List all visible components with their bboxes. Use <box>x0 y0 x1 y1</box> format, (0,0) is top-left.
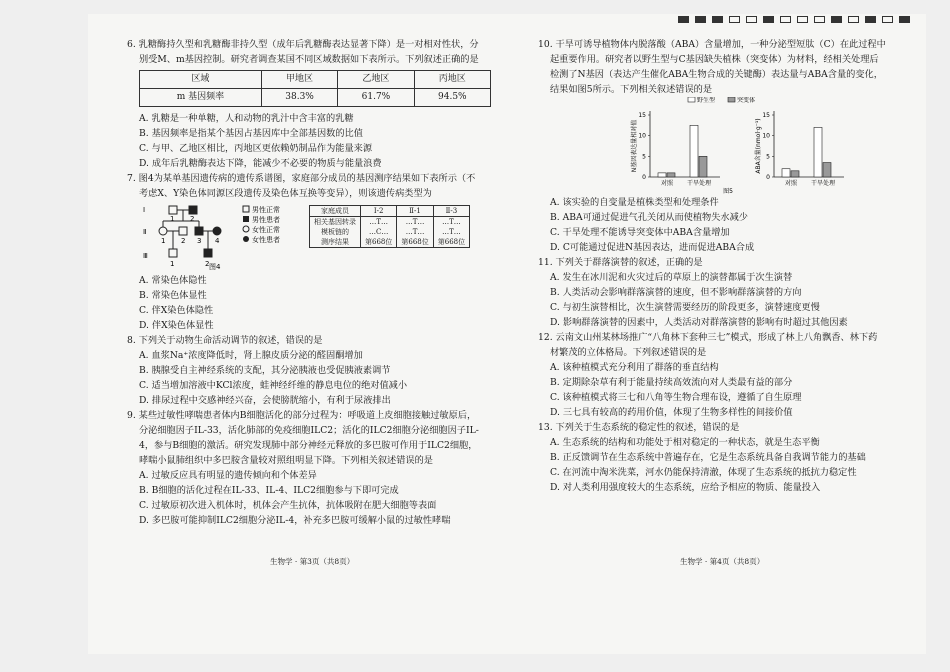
member-number: 2 <box>181 237 186 245</box>
figure-caption: 图5 <box>723 188 733 195</box>
q10-stem: 10. 干旱可诱导植物体内脱落酸（ABA）含量增加，一种分泌型短肽（C）在此过程中 <box>538 39 886 50</box>
y-tick-label: 10 <box>762 132 770 140</box>
member-number: 1 <box>170 260 175 268</box>
left-column <box>127 37 505 528</box>
table-cell: 61.7% <box>338 89 414 107</box>
q10-option-c: C. 干旱处理不能诱导突变体中ABA含量增加 <box>550 227 730 238</box>
q11-option-a: A. 发生在冰川泥和火灾过后的草原上的演替都属于次生演替 <box>550 272 793 283</box>
figure-caption: 图4 <box>209 263 221 271</box>
table-cell <box>433 217 469 248</box>
q8-option-d: D. 排尿过程中交感神经兴奋，会使膀胱缩小，有利于尿液排出 <box>139 395 391 406</box>
legend-label: 野生型 <box>697 97 716 104</box>
member-number: 3 <box>197 237 202 245</box>
q7-option-c: C. 伴X染色体隐性 <box>139 305 214 316</box>
q7-stem: 考虑X、Y染色体同源区段遗传及染色体互换等变异），则该遗传病类型为 <box>139 188 432 199</box>
legend-label: 女性患者 <box>252 236 280 244</box>
figure-5 <box>538 97 916 195</box>
q12-option-a: A. 该种植模式充分利用了群落的垂直结构 <box>550 362 719 373</box>
legend-swatch <box>688 97 695 102</box>
q13-option-d: D. 对人类利用强度较大的生态系统，应给予相应的物质、能量投入 <box>550 482 821 493</box>
x-tick-label: 对照 <box>660 180 674 187</box>
table-header: 家庭成员 <box>310 206 361 217</box>
registration-marks <box>678 16 910 23</box>
bar <box>823 163 831 177</box>
pedigree-diagram <box>139 203 309 271</box>
q12-stem: 材繁茂的立体格局。下列叙述错误的是 <box>550 347 707 358</box>
figure-5-charts <box>538 97 916 195</box>
x-tick-label: 干旱处理 <box>686 180 712 187</box>
table-cell: 38.3% <box>261 89 337 107</box>
table-cell <box>310 217 361 248</box>
table-header: 甲地区 <box>261 71 337 89</box>
member-number: 4 <box>215 237 220 245</box>
seq-pos: 第668位 <box>437 238 466 246</box>
table-cell <box>397 217 433 248</box>
seq: …T… <box>405 218 425 226</box>
q10-option-a: A. 该实验的自变量是植株类型和处理条件 <box>550 197 719 208</box>
table-header: 丙地区 <box>414 71 490 89</box>
q8-option-a: A. 血浆Na⁺浓度降低时，肾上腺皮质分泌的醛固酮增加 <box>139 350 363 361</box>
q13-option-b: B. 正反馈调节在生态系统中普遍存在，它是生态系统具备自我调节能力的基础 <box>550 452 866 463</box>
generation-label: Ⅱ <box>143 228 147 236</box>
q9-option-c: C. 过敏原初次进入机体时，机体会产生抗体，抗体吸附在肥大细胞等表面 <box>139 500 437 511</box>
q6-option-a: A. 乳糖是一种单糖，人和动物的乳汁中含丰富的乳糖 <box>139 113 354 124</box>
q7-sequencing-table <box>309 205 470 248</box>
bar <box>782 169 790 177</box>
legend-label: 男性患者 <box>252 216 280 224</box>
y-tick-label: 15 <box>762 112 770 119</box>
table-cell <box>361 217 397 248</box>
q12-option-d: D. 三七具有较高的药用价值，体现了生物多样性的间接价值 <box>550 407 793 418</box>
row-label: 相关基因转录 <box>314 218 356 226</box>
seq-pos: 第668位 <box>365 238 393 246</box>
seq: …T… <box>442 218 461 226</box>
seq: …C… <box>369 228 389 236</box>
q9-stem: 9. 某些过敏性哮喘患者体内B细胞活化的部分过程为：呼吸道上皮细胞接触过敏原后， <box>127 410 477 421</box>
q7-option-d: D. 伴X染色体显性 <box>139 320 214 331</box>
bar <box>658 173 666 177</box>
table-header: 区域 <box>140 71 262 89</box>
q7-option-b: B. 常染色体显性 <box>139 290 207 301</box>
y-tick-label: 5 <box>766 153 770 161</box>
q10-stem: 起重要作用。研究者以野生型与C基因缺失植株（突变体）为材料，经相关处理后 <box>550 54 879 65</box>
table-header: Ⅱ-3 <box>433 206 469 217</box>
figure-4 <box>127 203 505 271</box>
generation-label: Ⅲ <box>143 252 148 260</box>
q12-option-b: B. 定期除杂草有利于能量持续高效流向对人类最有益的部分 <box>550 377 793 388</box>
table-header: Ⅱ-1 <box>397 206 433 217</box>
y-tick-label: 0 <box>642 174 646 181</box>
table-header: Ⅰ-2 <box>361 206 397 217</box>
q6-stem: 6. 乳糖酶持久型和乳糖酶非持久型（成年后乳糖酶表达显著下降）是一对相对性状，分 <box>127 39 479 50</box>
q10-option-d: D. C可能通过促进N基因表达，进而促进ABA合成 <box>550 242 755 253</box>
q6-stem: 别受M、m基因控制。研究者调查某国不同区域数据如下表所示。下列叙述正确的是 <box>139 54 479 65</box>
q11-option-c: C. 与初生演替相比，次生演替需要经历的阶段更多，演替速度更慢 <box>550 302 820 313</box>
bar <box>699 156 707 177</box>
q12-stem: 12. 云南文山州某林场推广“八角林下套种三七”模式，形成了林上八角飘香、林下药 <box>538 332 878 343</box>
q10-option-b: B. ABA可通过促进气孔关闭从而使植物失水减少 <box>550 212 748 223</box>
row-label: 模板链的 <box>321 228 349 236</box>
q10-stem: 检测了N基因（表达产生催化ABA生物合成的关键酶）表达量与ABA含量的变化， <box>550 69 883 80</box>
q8-stem: 8. 下列关于动物生命活动调节的叙述，错误的是 <box>127 335 323 346</box>
seq: …T… <box>369 218 389 226</box>
q6-option-d: D. 成年后乳糖酶表达下降，能减少不必要的物质与能量浪费 <box>139 158 382 169</box>
q13-stem: 13. 下列关于生态系统的稳定性的叙述，错误的是 <box>538 422 740 433</box>
y-axis-label: ABA含量(nmol·g⁻¹) <box>755 118 762 174</box>
q10-stem: 结果如图5所示。下列相关叙述错误的是 <box>550 84 713 95</box>
page-footer-right: 生物学 · 第4页（共8页） <box>680 557 765 566</box>
q7-option-a: A. 常染色体隐性 <box>139 275 207 286</box>
q7-stem: 7. 图4为某单基因遗传病的遗传系谱图，家庭部分成员的基因测序结果如下表所示（不 <box>127 173 476 184</box>
legend-label: 女性正常 <box>252 226 280 234</box>
q8-option-c: C. 适当增加溶液中KCl浓度，蛙神经纤维的静息电位的绝对值减小 <box>139 380 408 391</box>
bar <box>791 171 799 177</box>
q12-option-c: C. 该种植模式将三七和八角等生物合理布设，遵循了自生原理 <box>550 392 802 403</box>
q9-stem: 4，参与B细胞的激活。研究发现肺中部分神经元释放的多巴胺可作用于ILC2细胞， <box>139 440 478 451</box>
y-tick-label: 5 <box>642 153 646 161</box>
y-tick-label: 15 <box>638 112 646 119</box>
legend-label: 男性正常 <box>252 206 280 214</box>
y-tick-label: 10 <box>638 132 646 140</box>
q9-stem: 分泌细胞因子IL-33，活化肺部的免疫细胞ILC2；活化的ILC2细胞分泌细胞因子IL- <box>139 425 479 436</box>
table-header: 乙地区 <box>338 71 414 89</box>
legend-swatch <box>728 97 735 102</box>
generation-label: Ⅰ <box>143 206 146 214</box>
q6-option-c: C. 与甲、乙地区相比，丙地区更依赖奶制品作为能量来源 <box>139 143 373 154</box>
member-number: 2 <box>190 215 195 223</box>
q9-option-a: A. 过敏反应具有明显的遗传倾向和个体差异 <box>139 470 317 481</box>
right-column <box>538 37 916 495</box>
member-number: 1 <box>170 215 175 223</box>
table-cell: 94.5% <box>414 89 490 107</box>
seq-pos: 第668位 <box>401 238 429 246</box>
seq: …T… <box>442 228 461 236</box>
member-number: 1 <box>161 237 166 245</box>
x-tick-label: 干旱处理 <box>810 180 836 187</box>
q9-option-b: B. B细胞的活化过程在IL-33、IL-4、ILC2细胞参与下即可完成 <box>139 485 399 496</box>
q11-option-d: D. 影响群落演替的因素中，人类活动对群落演替的影响有时超过其他因素 <box>550 317 848 328</box>
bar <box>814 127 822 177</box>
q9-stem: 哮喘小鼠肺组织中多巴胺含量较对照组明显下降。下列相关叙述错误的是 <box>139 455 433 466</box>
q11-stem: 11. 下列关于群落演替的叙述，正确的是 <box>538 257 703 268</box>
page-footer-left: 生物学 · 第3页（共8页） <box>270 557 355 566</box>
q6-option-b: B. 基因频率是指某个基因占基因库中全部基因数的比值 <box>139 128 363 139</box>
x-tick-label: 对照 <box>784 180 798 187</box>
q13-option-c: C. 在河流中淘米洗菜，河水仍能保持清澈，体现了生态系统的抵抗力稳定性 <box>550 467 857 478</box>
legend-label: 突变体 <box>737 97 756 104</box>
q8-option-b: B. 胰腺受自主神经系统的支配，其分泌胰液也受促胰液素调节 <box>139 365 391 376</box>
q13-option-a: A. 生态系统的结构和功能处于相对稳定的一种状态，就是生态平衡 <box>550 437 820 448</box>
bar <box>667 173 675 177</box>
row-label: 测序结果 <box>321 238 349 246</box>
q9-option-d: D. 多巴胺可能抑制ILC2细胞分泌IL-4，补充多巴胺可缓解小鼠的过敏性哮喘 <box>139 515 451 526</box>
q11-option-b: B. 人类活动会影响群落演替的速度，但不影响群落演替的方向 <box>550 287 802 298</box>
q6-table <box>139 70 491 107</box>
table-cell: m 基因频率 <box>140 89 262 107</box>
bar <box>690 125 698 177</box>
y-axis-label: N基因表达量相对值 <box>631 119 638 173</box>
y-tick-label: 0 <box>766 174 770 181</box>
member-number: 2 <box>205 260 210 268</box>
seq: …T… <box>405 228 425 236</box>
